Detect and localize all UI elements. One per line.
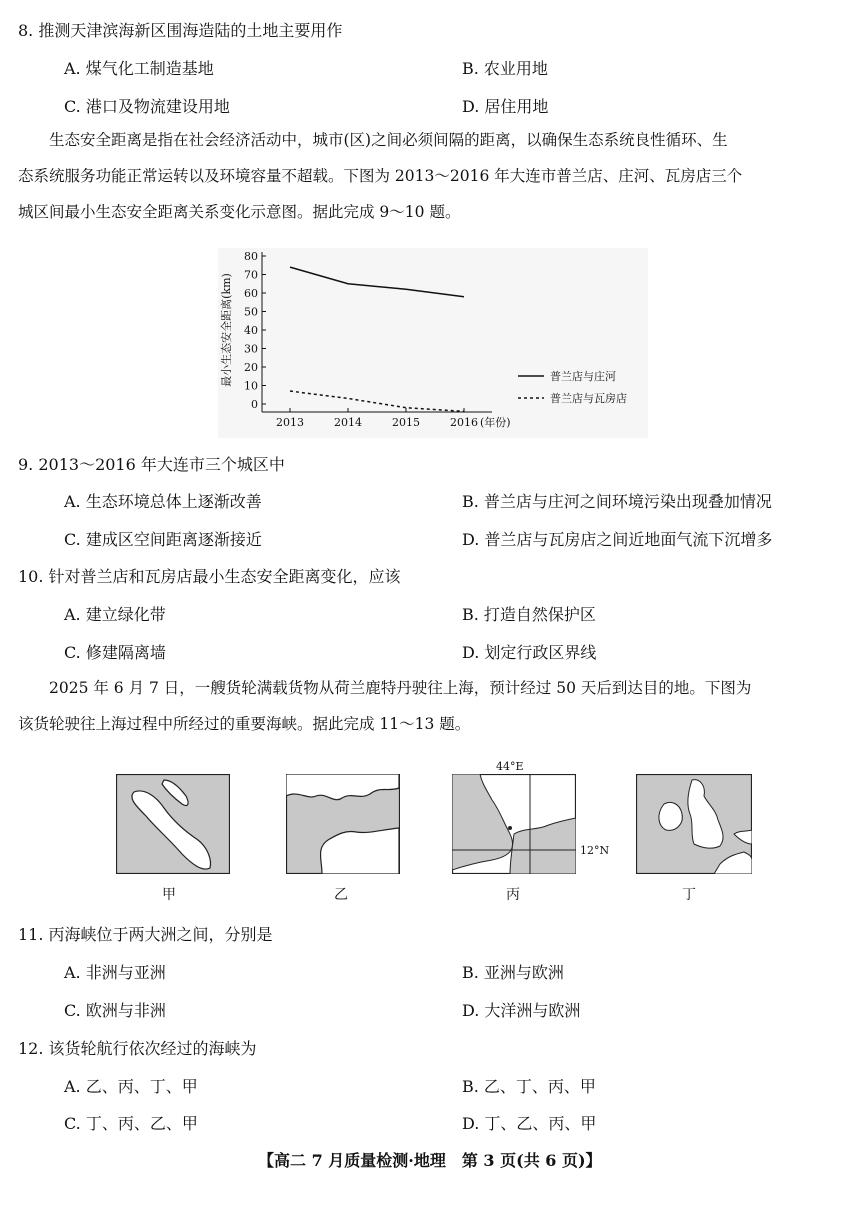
question-11-stem: 11. 丙海峡位于两大洲之间，分别是 xyxy=(18,925,273,944)
y-tick-label: 70 xyxy=(244,268,258,282)
passage-line: 该货轮驶往上海过程中所经过的重要海峡。据此完成 11～13 题。 xyxy=(18,715,471,733)
passage-line: 2025 年 6 月 7 日，一艘货轮满载货物从荷兰鹿特丹驶往上海，预计经过 50 天后到达目的地。下图为 xyxy=(49,679,752,697)
question-9-stem: 9. 2013～2016 年大连市三个城区中 xyxy=(18,455,285,474)
x-tick-label: 2016 xyxy=(450,416,478,429)
page-footer: 【高二 7 月质量检测·地理 第 3 页(共 6 页)】 xyxy=(258,1151,602,1170)
passage-cargo-ship xyxy=(18,670,828,742)
question-8-stem: 8. 推测天津滨海新区围海造陆的土地主要用作 xyxy=(18,21,343,40)
map-label-ding: 丁 xyxy=(682,887,696,903)
y-tick-label: 30 xyxy=(244,342,258,356)
y-tick-label: 40 xyxy=(244,324,258,337)
legend-label: 普兰店与瓦房店 xyxy=(550,392,627,405)
q8-option-c: C. 港口及物流建设用地 xyxy=(64,97,230,116)
y-tick-label: 80 xyxy=(244,250,258,263)
q10-option-d: D. 划定行政区界线 xyxy=(462,643,597,662)
passage-line: 态系统服务功能正常运转以及环境容量不超载。下图为 2013～2016 年大连市普兰店、庄河、瓦房店三个 xyxy=(18,167,743,185)
q10-option-b: B. 打造自然保护区 xyxy=(462,605,596,624)
q11-option-c: C. 欧洲与非洲 xyxy=(64,1001,166,1020)
latitude-label: 12°N xyxy=(580,844,610,857)
q10-option-c: C. 修建隔离墙 xyxy=(64,643,166,662)
q8-option-b: B. 农业用地 xyxy=(462,59,548,78)
q8-option-a: A. 煤气化工制造基地 xyxy=(64,59,214,78)
q9-option-c: C. 建成区空间距离逐渐接近 xyxy=(64,530,262,549)
passage-line: 生态安全距离是指在社会经济活动中，城市(区)之间必须间隔的距离，以确保生态系统良性循环、生 xyxy=(49,131,728,149)
q12-option-d: D. 丁、乙、丙、甲 xyxy=(462,1114,597,1133)
q8-option-d: D. 居住用地 xyxy=(462,97,549,116)
strait-map-ding xyxy=(636,774,752,874)
map-label-jia: 甲 xyxy=(162,887,176,903)
x-tick-label: 2015 xyxy=(392,416,420,429)
passage-line: 城区间最小生态安全距离关系变化示意图。据此完成 9～10 题。 xyxy=(18,203,461,221)
q12-option-b: B. 乙、丁、丙、甲 xyxy=(462,1077,596,1096)
strait-map-jia xyxy=(116,774,230,874)
legend-label: 普兰店与庄河 xyxy=(550,370,616,383)
y-tick-label: 0 xyxy=(251,398,258,411)
y-tick-label: 20 xyxy=(244,361,258,374)
q9-option-b: B. 普兰店与庄河之间环境污染出现叠加情况 xyxy=(462,492,772,511)
map-label-bing: 丙 xyxy=(506,887,520,903)
y-tick-label: 10 xyxy=(244,379,258,393)
y-tick-label: 50 xyxy=(244,305,258,319)
y-tick-label: 60 xyxy=(244,287,258,300)
safety-distance-line-chart xyxy=(218,248,648,438)
q9-option-d: D. 普兰店与瓦房店之间近地面气流下沉增多 xyxy=(462,530,773,549)
strait-map-yi xyxy=(286,774,400,874)
longitude-label: 44°E xyxy=(496,760,524,773)
passage-ecological-distance xyxy=(18,122,828,230)
q12-option-a: A. 乙、丙、丁、甲 xyxy=(64,1077,198,1096)
question-10-stem: 10. 针对普兰店和瓦房店最小生态安全距离变化，应该 xyxy=(18,567,401,586)
x-tick-label: 2014 xyxy=(334,416,362,429)
q11-option-b: B. 亚洲与欧洲 xyxy=(462,963,564,982)
q11-option-d: D. 大洋洲与欧洲 xyxy=(462,1001,581,1020)
strait-map-bing xyxy=(452,774,576,874)
map-label-yi: 乙 xyxy=(334,887,348,903)
y-axis-label: 最小生态安全距离(km) xyxy=(220,273,233,387)
q12-option-c: C. 丁、丙、乙、甲 xyxy=(64,1114,198,1133)
x-tick-label: 2013 xyxy=(276,416,304,429)
question-12-stem: 12. 该货轮航行依次经过的海峡为 xyxy=(18,1039,257,1058)
x-axis-label: (年份) xyxy=(480,416,511,429)
q10-option-a: A. 建立绿化带 xyxy=(64,605,166,624)
q11-option-a: A. 非洲与亚洲 xyxy=(64,963,166,982)
q9-option-a: A. 生态环境总体上逐渐改善 xyxy=(64,492,262,511)
